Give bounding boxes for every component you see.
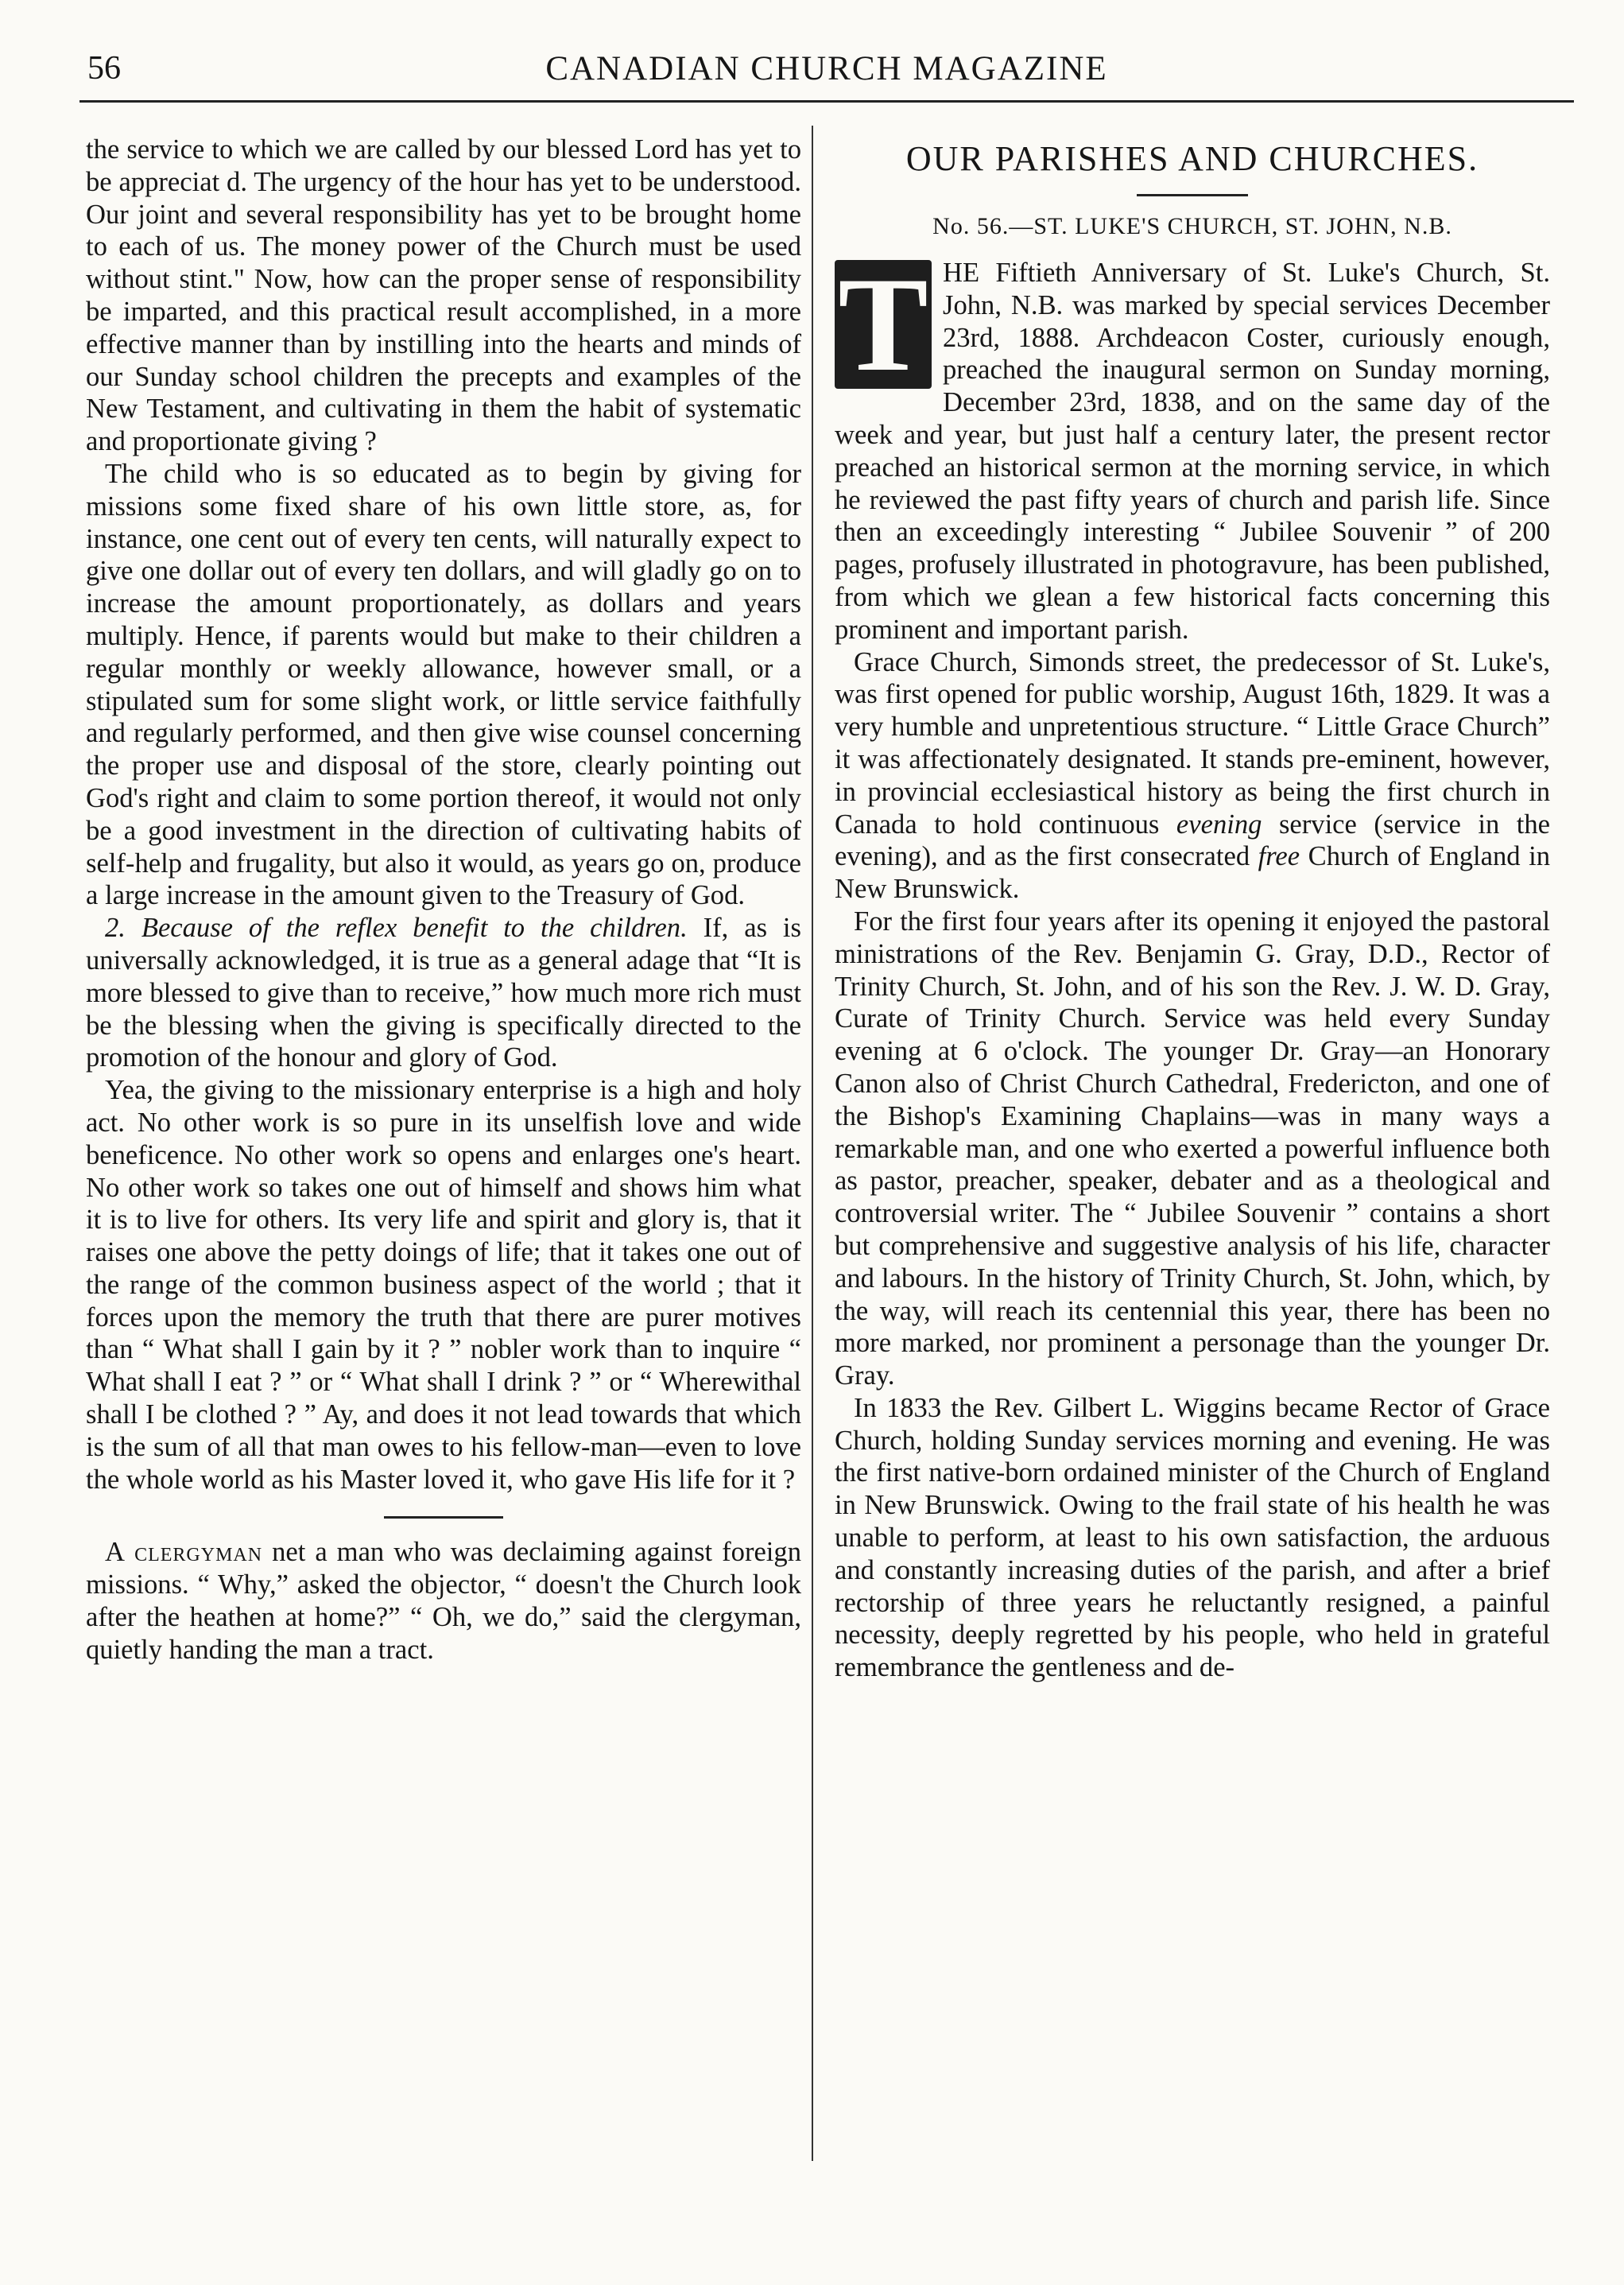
right-paragraph-gray: For the first four years after its opening it enjoyed the pastoral ministrations of the Rev. Benjamin G. Gray, D.D., Rector of Trinity Church, St. John, and of his son the Rev. J. W. D. Gray, Curate of Trinity Church. Service was held every Sunday evening at 6 o'clock. The younger Dr. Gray—an Honorary Canon also of Christ Church Cathedral, Fredericton, and one of the Bishop's Examining Chaplains—was in many ways a remarkable man, and one who exerted a powerful influence both as pastor, preacher, speaker, debater and as a theological and controversial writer. The “ Jubilee Souvenir ” contains a short but comprehensive and suggestive analysis of his life, character and labours. In the history of Trinity Church, St. John, which, by the way, will reach its centennial this year, there has been no more marked, nor prominent a personage than the younger Dr. Gray.	[835, 906, 1550, 1391]
header-rule	[79, 100, 1574, 103]
point-2-text: If, as is universally acknowledged, it is true as a general adage that “It is more blessed to give than to receive,” how much more rich must be the blessing when the giving is specifically directed to the promotion of the honour and glory of God.	[86, 913, 801, 1073]
column-divider-rule	[812, 126, 813, 2161]
anecdote-paragraph	[86, 1536, 801, 1666]
grace-text-2: service (service in the evening), and as the first consecrated	[835, 809, 1550, 872]
point-2-heading: 2. Because of the reflex benefit to the children.	[105, 913, 688, 944]
grace-text-1: Grace Church, Simonds street, the predecessor of St. Luke's, was first opened for public worship, August 16th, 1829. It was a very humble and unpretentious structure. “ Little Grace Church” it was affectionately designated. It stands pre-eminent, however, in provincial ecclesiastical history as being the first church in Canada to hold continuous	[835, 646, 1550, 840]
anecdote-lead: A clergyman	[105, 1537, 263, 1568]
left-paragraph-point-2	[86, 912, 801, 1074]
anecdote-text: net a man who was declaiming against foreign missions. “ Why,” asked the objector, “ doesn't the Church look after the heathen at home?” “ Oh, we do,” said the clergyman, quietly handing the man a tract.	[86, 1537, 801, 1665]
right-column	[835, 134, 1550, 1684]
running-title: CANADIAN CHURCH MAGAZINE	[545, 50, 1108, 87]
left-paragraph-1: the service to which we are called by our blessed Lord has yet to be appreciat d. The urgency of the hour has yet to be understood. Our joint and several responsibility has yet to be brought home to each of us. The money power of the Church must be used without stint." Now, how can the proper sense of responsibility be imparted, and this practical result accomplished, in a more effective manner than by instilling into the hearts and minds of our Sunday school children the precepts and examples of the New Testament, and cultivating in them the habit of systematic and proportionate giving ?	[86, 134, 801, 457]
grace-free: free	[1258, 841, 1300, 872]
grace-text-3: Church of England in New Brunswick.	[835, 841, 1550, 905]
page-number: 56	[87, 50, 121, 87]
section-title: OUR PARISHES AND CHURCHES.	[905, 139, 1479, 178]
article-subtitle: No. 56.—ST. LUKE'S CHURCH, ST. JOHN, N.B.	[932, 213, 1452, 239]
left-paragraph-yea: Yea, the giving to the missionary enterprise is a high and holy act. No other work is so pure in its unselfish love and wide beneficence. No other work so opens and enlarges one's heart. No other work so takes one out of himself and shows him what it is to live for others. Its very life and spirit and glory is, that it raises one above the petty doings of life; that it takes one out of the range of the common business aspect of the world ; that it forces upon the memory the truth that there are purer motives than “ What shall I gain by it ? ” nobler work than to inquire “ What shall I eat ? ” or “ What shall I drink ? ” or “ Wherewithal shall I be clothed ? ” Ay, and does it not lead towards that which is the sum of all that man owes to his fellow-man—even to love the whole world as his Master loved it, who gave His life for it ?	[86, 1075, 801, 1495]
right-paragraph-grace-church	[835, 646, 1550, 906]
title-rule	[1137, 194, 1248, 196]
first-paragraph-text: HE Fiftieth Anniversary of St. Luke's Church, St. John, N.B. was marked by special services December 23rd, 1888. Archdeacon Coster, curiously enough, preached the inaugural sermon on Sunday morning, December 23rd, 1838, and on the same day of the week and year, but just half a century later, the present rector preached an historical sermon at the morning service, in which he reviewed the past fifty years of church and parish life. Since then an exceedingly interesting “ Jubilee Souvenir ” of 200 pages, profusely illustrated in photogravure, has been published, from which we glean a few historical facts concerning this prominent and important parish.	[835, 258, 1550, 645]
grace-evening: evening	[1176, 809, 1262, 840]
section-divider	[384, 1516, 503, 1519]
right-paragraph-1	[835, 250, 1550, 646]
left-column	[86, 134, 801, 1666]
drop-cap: T	[835, 260, 932, 389]
right-paragraph-wiggins: In 1833 the Rev. Gilbert L. Wiggins became Rector of Grace Church, holding Sunday services morning and evening. He was the first native-born ordained minister of the Church of England in New Brunswick. Owing to the frail state of his health he was unable to perform, at least to his own satisfaction, the arduous and constantly increasing duties of the parish, and after a brief rectorship of three years he reluctantly resigned, a painful necessity, deeply regretted by his people, who held in grateful remembrance the gentleness and de-	[835, 1392, 1550, 1683]
left-paragraph-2: The child who is so educated as to begin by giving for missions some fixed share of his own little store, as, for instance, one cent out of every ten cents, will naturally expect to give one dollar out of every ten dollars, and will gladly go on to increase the amount proportionately, as dollars and years multiply. Hence, if parents would but make to their children a regular monthly or weekly allowance, however small, or a stipulated sum for some slight work, or little service faithfully and regularly performed, and then give wise counsel concerning the proper use and disposal of the store, clearly pointing out God's right and claim to some portion thereof, it would not only be a good investment in the direction of cultivating habits of self-help and frugality, but also it would, as years go on, produce a large increase in the amount given to the Treasury of God.	[86, 458, 801, 911]
page-header	[79, 45, 1574, 100]
